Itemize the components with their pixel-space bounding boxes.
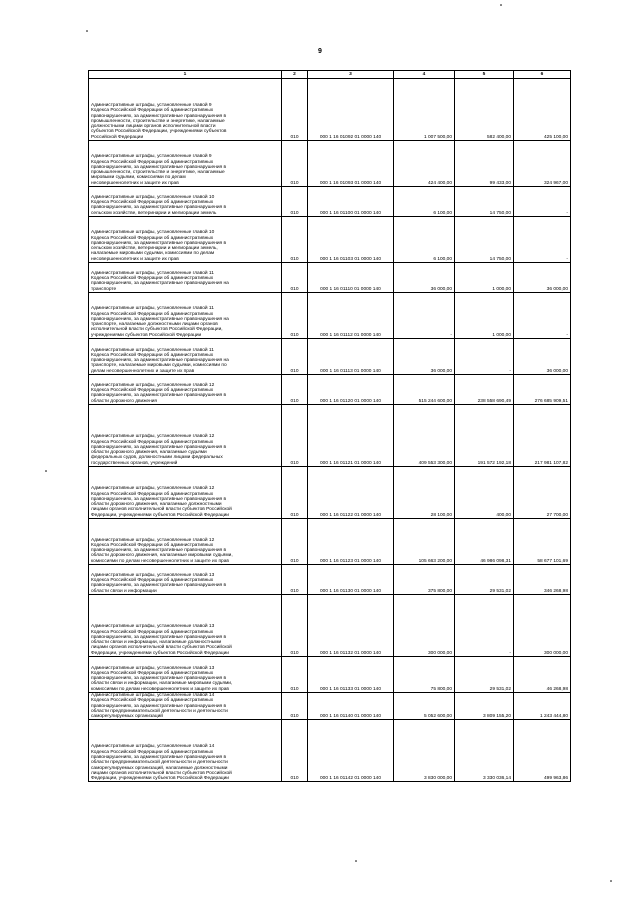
table-row (89, 375, 571, 405)
row-name-line: области предпринимательской деятельности и деятельности (91, 760, 228, 766)
row-name-line: налагаемые мировыми судьями, комиссиями по делам (91, 251, 215, 257)
row-name-line: правонарушениях, за административные правонарушения на (91, 316, 229, 322)
row-name-cell (89, 693, 282, 720)
row-code-cell: 010 (282, 187, 308, 217)
row-name-line: Административные штрафы, установленные главой 14 (91, 744, 215, 750)
row-col6-cell: 217 981 107,82 (514, 405, 571, 467)
row-name-line: Кодекса Российской Федерации об административных (91, 629, 214, 635)
scan-speck (45, 470, 47, 472)
row-kbk-cell: 000 1 16 01130 01 0000 140 (308, 565, 394, 595)
row-kbk-cell: 000 1 16 01132 01 0000 140 (308, 595, 394, 657)
row-col4-cell: 6 100,00 (394, 187, 455, 217)
row-name-line: области связи и информации (91, 588, 157, 594)
row-col6-cell: - (514, 293, 571, 339)
row-name-line: лицами органов исполнительной власти субъектов Российской (91, 507, 232, 513)
row-name-line: промышленности, строительстве и энергетике, налагаемые (91, 170, 225, 176)
row-col4-cell: 75 800,00 (394, 657, 455, 693)
row-name-line: федеральных судов, должностными лицами федеральных (91, 455, 223, 461)
row-name-line: саморегулируемых организаций, налагаемые должностными (91, 765, 228, 771)
row-name-line: Федерации, учреждениями субъектов Российской Федерации (91, 776, 229, 782)
row-name-line: Административные штрафы, установленные главой 11 (91, 270, 214, 276)
row-col6-cell: 324 967,00 (514, 141, 571, 187)
scan-speck (355, 860, 357, 862)
row-name-line: области дорожного движения, налагаемые мировыми судьями, (91, 553, 233, 559)
row-kbk-cell: 000 1 16 01122 01 0000 140 (308, 467, 394, 519)
row-col5-cell: 3 330 036,14 (455, 720, 514, 782)
row-name-line: правонарушениях, за административные правонарушения в (91, 205, 226, 211)
row-name-cell (89, 339, 282, 375)
row-col4-cell: 3 830 000,00 (394, 720, 455, 782)
row-name-line: правонарушениях, за административные правонарушения в (91, 703, 226, 709)
row-name-line: правонарушениях, за административные правонарушения в (91, 676, 226, 682)
row-name-cell (89, 720, 282, 782)
row-name-line: правонарушениях, за административные правонарушения на (91, 281, 229, 287)
row-name-line: Кодекса Российской Федерации об административных (91, 542, 214, 548)
row-kbk-cell: 000 1 16 01100 01 0000 140 (308, 187, 394, 217)
row-name-line: должностными лицами органов исполнительной власти (91, 124, 216, 130)
row-code-cell: 010 (282, 79, 308, 141)
row-name-line: Кодекса Российской Федерации об административных (91, 491, 214, 497)
row-name-line: правонарушениях, за административные правонарушения на (91, 358, 229, 364)
row-name-line: правонарушениях, за административные правонарушения в (91, 113, 226, 119)
row-col5-cell: 191 572 192,18 (455, 405, 514, 467)
row-name-cell (89, 519, 282, 565)
row-code-cell: 010 (282, 519, 308, 565)
scan-speck (610, 880, 612, 882)
row-col4-cell: 5 052 600,00 (394, 693, 455, 720)
row-kbk-cell: 000 1 16 01092 01 0000 140 (308, 79, 394, 141)
row-col4-cell: 300 000,00 (394, 595, 455, 657)
row-name-line: Кодекса Российской Федерации об административных (91, 388, 214, 394)
row-code-cell: 010 (282, 293, 308, 339)
row-col5-cell: 1 000,00 (455, 293, 514, 339)
row-col4-cell: - (394, 293, 455, 339)
row-col5-cell: 1 000,00 (455, 263, 514, 293)
row-name-line: саморегулируемых организаций (91, 714, 163, 720)
row-name-line: Административные штрафы, установленные главой 12 (91, 382, 215, 388)
row-name-line: транспорте, налагаемые должностными лицами органов (91, 322, 218, 328)
table-row (89, 693, 571, 720)
row-name-line: Кодекса Российской Федерации об административных (91, 352, 214, 358)
row-col6-cell: 425 100,00 (514, 79, 571, 141)
row-col4-cell: 36 000,00 (394, 263, 455, 293)
row-name-line: мировыми судьями, комиссиями по делам (91, 175, 186, 181)
table-row (89, 405, 571, 467)
table-row (89, 141, 571, 187)
row-col6-cell: 300 000,00 (514, 595, 571, 657)
table-row (89, 293, 571, 339)
row-col4-cell: 515 244 600,00 (394, 375, 455, 405)
row-col4-cell: 6 100,00 (394, 217, 455, 263)
row-name-line: промышленности, строительстве и энергетике, налагаемые (91, 118, 225, 124)
row-name-line: Административные штрафы, установленные главой 9 (91, 154, 212, 160)
row-name-line: Кодекса Российской Федерации об административных (91, 439, 214, 445)
row-name-line: правонарушениях, за административные правонарушения в (91, 164, 226, 170)
row-name-cell (89, 187, 282, 217)
row-name-line: Административные штрафы, установленные главой 11 (91, 347, 214, 353)
page-number: 9 (318, 48, 322, 55)
row-name-line: сельском хозяйстве, ветеринарии и мелиорации земель, (91, 246, 218, 252)
row-name-cell (89, 293, 282, 339)
row-name-line: Российской Федерации (91, 134, 144, 140)
row-col6-cell: - (514, 187, 571, 217)
row-col6-cell: 276 685 909,51 (514, 375, 571, 405)
row-col4-cell: 375 800,00 (394, 565, 455, 595)
row-name-line: Административные штрафы, установленные главой 10 (91, 194, 215, 200)
row-col6-cell: 346 268,98 (514, 565, 571, 595)
row-name-cell (89, 263, 282, 293)
row-col5-cell: 14 750,00 (455, 187, 514, 217)
row-col6-cell: 46 268,98 (514, 657, 571, 693)
row-col4-cell: 28 100,00 (394, 467, 455, 519)
scan-speck (86, 30, 88, 32)
row-col6-cell: - (514, 217, 571, 263)
row-kbk-cell: 000 1 16 01133 01 0000 140 (308, 657, 394, 693)
row-name-cell (89, 141, 282, 187)
row-name-line: области дорожного движения, налагаемые должностными (91, 502, 222, 508)
row-kbk-cell: 000 1 16 01140 01 0000 140 (308, 693, 394, 720)
table-row (89, 720, 571, 782)
row-name-line: исполнительной власти субъектов Российской Федерации, (91, 327, 223, 333)
row-col4-cell: 36 000,00 (394, 339, 455, 375)
table-row (89, 263, 571, 293)
table-row (89, 519, 571, 565)
row-code-cell: 010 (282, 467, 308, 519)
row-name-line: области связи и информации, налагаемые мировыми судьями, (91, 681, 233, 687)
row-col5-cell: - (455, 339, 514, 375)
row-name-line: Административные штрафы, установленные главой 13 (91, 665, 215, 671)
row-name-line: области дорожного движения, налагаемые судьями (91, 450, 207, 456)
col-header-5: 5 (455, 71, 514, 79)
row-name-cell (89, 405, 282, 467)
row-col6-cell: 1 243 444,80 (514, 693, 571, 720)
row-name-line: комиссиями по делам несовершеннолетних и защите их прав (91, 558, 229, 564)
table-row (89, 187, 571, 217)
row-kbk-cell: 000 1 16 01121 01 0000 140 (308, 405, 394, 467)
row-name-line: Административные штрафы, установленные главой 11 (91, 306, 214, 312)
row-name-line: лицами органов исполнительной власти субъектов Российской (91, 770, 232, 776)
header-row (89, 71, 571, 79)
table-row (89, 657, 571, 693)
row-name-line: Кодекса Российской Федерации об административных (91, 311, 214, 317)
row-name-line: Кодекса Российской Федерации об административных (91, 159, 214, 165)
row-name-line: Кодекса Российской Федерации об административных (91, 108, 214, 114)
row-col5-cell: 29 531,02 (455, 565, 514, 595)
row-name-line: области связи и информации, налагаемые должностными (91, 640, 222, 646)
row-name-line: несовершеннолетних и защите их прав (91, 256, 179, 262)
row-name-line: правонарушениях, за административные правонарушения в (91, 634, 226, 640)
row-name-line: правонарушениях, за административные правонарушения в (91, 755, 226, 760)
row-col5-cell: - (455, 595, 514, 657)
row-name-line: Кодекса Российской Федерации об административных (91, 200, 214, 206)
row-col5-cell: 99 433,00 (455, 141, 514, 187)
row-name-line: Федерации, учреждениями субъектов Российской Федерации (91, 650, 229, 656)
row-name-line: правонарушениях, за административные правонарушения в (91, 583, 226, 589)
row-kbk-cell: 000 1 16 01093 01 0000 140 (308, 141, 394, 187)
row-kbk-cell: 000 1 16 01120 01 0000 140 (308, 375, 394, 405)
table-row (89, 467, 571, 519)
row-col5-cell: 582 400,00 (455, 79, 514, 141)
row-col4-cell: 424 400,00 (394, 141, 455, 187)
row-code-cell: 010 (282, 141, 308, 187)
row-name-line: субъектов Российской Федерации, учреждениями субъектов (91, 129, 227, 135)
row-kbk-cell: 000 1 16 01110 01 0000 140 (308, 263, 394, 293)
row-code-cell: 010 (282, 375, 308, 405)
row-code-cell: 010 (282, 595, 308, 657)
row-name-line: Кодекса Российской Федерации об административных (91, 670, 214, 676)
col-header-6: 6 (514, 71, 571, 79)
row-code-cell: 010 (282, 720, 308, 782)
row-col5-cell: 400,00 (455, 467, 514, 519)
row-col4-cell: 409 553 300,00 (394, 405, 455, 467)
row-name-line: несовершеннолетних и защите их прав (91, 180, 179, 186)
row-name-line: учреждениями субъектов Российской Федерации (91, 332, 202, 338)
row-name-line: Административные штрафы, установленные главой 10 (91, 230, 215, 236)
report-table (88, 70, 571, 782)
row-col6-cell: 36 000,00 (514, 263, 571, 293)
row-name-line: сельском хозяйстве, ветеринарии и мелиорации земель (91, 210, 217, 216)
row-kbk-cell: 000 1 16 01112 01 0000 140 (308, 293, 394, 339)
row-kbk-cell: 000 1 16 01113 01 0000 140 (308, 339, 394, 375)
row-name-cell (89, 657, 282, 693)
row-col5-cell: 3 809 155,20 (455, 693, 514, 720)
row-name-line: Административные штрафы, установленные главой 13 (91, 624, 215, 630)
row-col6-cell: 27 700,00 (514, 467, 571, 519)
row-code-cell: 010 (282, 263, 308, 293)
row-name-line: Федерации, учреждениями субъектов Российской Федерации (91, 512, 229, 518)
row-col5-cell: 46 986 098,31 (455, 519, 514, 565)
row-name-line: Административные штрафы, установленные главой 12 (91, 434, 215, 440)
row-name-cell (89, 79, 282, 141)
row-kbk-cell: 000 1 16 01103 01 0000 140 (308, 217, 394, 263)
scan-speck (500, 4, 502, 6)
table-row (89, 565, 571, 595)
row-name-line: правонарушениях, за административные правонарушения в (91, 393, 226, 399)
col-header-4: 4 (394, 71, 455, 79)
row-name-line: Административные штрафы, установленные главой 9 (91, 102, 212, 108)
row-col6-cell: 499 963,86 (514, 720, 571, 782)
col-header-2: 2 (282, 71, 308, 79)
row-name-line: транспорте, налагаемые мировыми судьями, комиссиями по (91, 363, 227, 369)
row-name-line: области дорожного движения (91, 398, 158, 404)
row-kbk-cell: 000 1 16 01123 01 0000 140 (308, 519, 394, 565)
row-name-line: правонарушениях, за административные правонарушения в (91, 240, 226, 246)
row-name-line: Кодекса Российской Федерации об административных (91, 235, 214, 241)
row-name-line: Кодекса Российской Федерации об административных (91, 276, 214, 282)
row-name-line: лицами органов исполнительной власти субъектов Российской (91, 645, 232, 651)
row-col6-cell: 36 000,00 (514, 339, 571, 375)
row-col5-cell: 29 531,02 (455, 657, 514, 693)
row-col5-cell: 14 750,00 (455, 217, 514, 263)
row-col4-cell: 105 663 200,00 (394, 519, 455, 565)
row-name-cell (89, 595, 282, 657)
row-col6-cell: 58 677 101,69 (514, 519, 571, 565)
row-col4-cell: 1 007 500,00 (394, 79, 455, 141)
row-name-line: правонарушениях, за административные правонарушения в (91, 496, 226, 502)
row-name-line: государственных органов, учреждений (91, 460, 178, 466)
row-code-cell: 010 (282, 565, 308, 595)
row-name-cell (89, 467, 282, 519)
row-name-cell (89, 217, 282, 263)
row-name-line: Административные штрафы, установленные главой 12 (91, 537, 215, 543)
table-row (89, 79, 571, 141)
row-name-line: Административные штрафы, установленные главой 12 (91, 486, 215, 492)
col-header-1: 1 (89, 71, 282, 79)
row-name-line: комиссиями по делам несовершеннолетних и защите их прав (91, 686, 229, 692)
row-code-cell: 010 (282, 405, 308, 467)
table-row (89, 595, 571, 657)
row-name-line: транспорте (91, 286, 117, 292)
row-name-line: правонарушениях, за административные правонарушения в (91, 548, 226, 554)
row-name-cell (89, 565, 282, 595)
row-name-line: правонарушениях, за административные правонарушения в (91, 444, 226, 450)
row-col5-cell: 238 558 690,49 (455, 375, 514, 405)
row-name-line: Кодекса Российской Федерации об административных (91, 698, 214, 704)
row-code-cell: 010 (282, 339, 308, 375)
row-code-cell: 010 (282, 217, 308, 263)
row-name-line: области предпринимательской деятельности и деятельности (91, 708, 228, 714)
col-header-3: 3 (308, 71, 394, 79)
row-kbk-cell: 000 1 16 01142 01 0000 140 (308, 720, 394, 782)
row-name-line: Административные штрафы, установленные главой 13 (91, 572, 215, 578)
row-name-line: Кодекса Российской Федерации об административных (91, 749, 214, 755)
row-name-line: Административные штрафы, установленные главой 14 (91, 693, 215, 698)
row-name-line: Кодекса Российской Федерации об административных (91, 578, 214, 584)
row-code-cell: 010 (282, 657, 308, 693)
row-name-cell (89, 375, 282, 405)
table-row (89, 339, 571, 375)
row-code-cell: 010 (282, 693, 308, 720)
table-row (89, 217, 571, 263)
row-name-line: делам несовершеннолетних и защите их прав (91, 368, 195, 374)
